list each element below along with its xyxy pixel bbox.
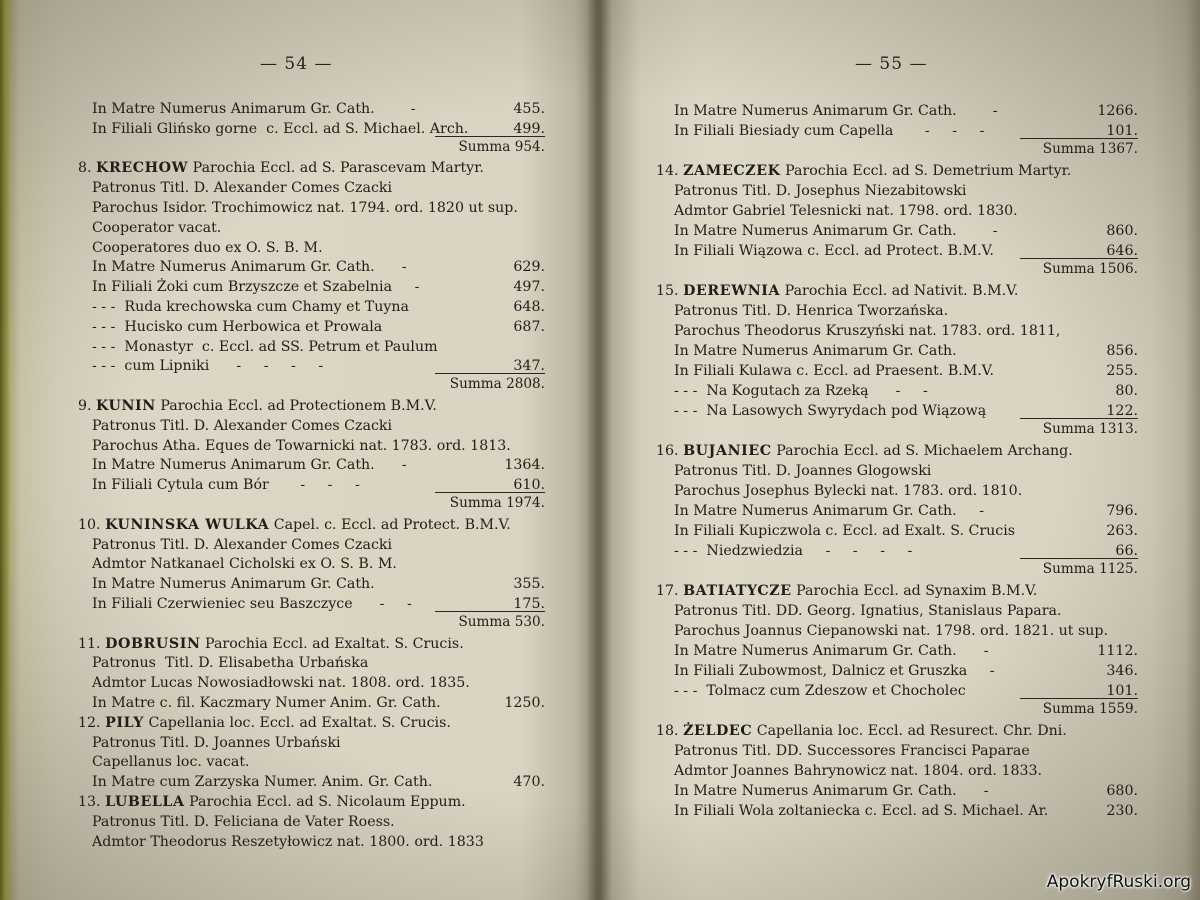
population-value: 346. — [1106, 663, 1138, 679]
entry-line: Capellanus loc. vacat. — [92, 754, 250, 771]
entry-line: - - - cum Lipniki - - - - — [92, 358, 324, 375]
parish-number: 8. — [78, 160, 97, 177]
population-value: 499. — [513, 120, 545, 137]
parish-heading — [656, 723, 1067, 739]
entry-line: Parochus Theodorus Kruszyński nat. 1783. ord. 1811, — [674, 323, 1061, 339]
entry-line: - - - Hucisko cum Herbowica et Prowala — [92, 318, 383, 335]
parish-heading — [78, 715, 451, 731]
parish-heading — [656, 583, 1037, 599]
population-value: 175. — [513, 596, 545, 612]
population-value: 470. — [513, 774, 545, 791]
parish-number: 10. — [78, 516, 106, 533]
summa-rule — [1020, 418, 1138, 419]
population-value: 255. — [1106, 363, 1138, 379]
entry-line: In Matre c. fil. Kaczmary Numer Anim. Gr. Cath. — [92, 695, 441, 711]
entry-line: - - - Na Lasowych Swyrydach pod Wiązową — [674, 403, 987, 419]
population-value: 1266. — [1097, 103, 1138, 119]
parish-name: BUJANIEC — [683, 443, 772, 459]
parish-name: BATIATYCZE — [683, 583, 792, 599]
entry-line: Parochus Isidor. Trochimowicz nat. 1794. ord. 1820 ut sup. — [92, 200, 518, 216]
population-value: 122. — [1106, 403, 1138, 419]
summa-total: Summa 954. — [458, 138, 545, 155]
population-value: 680. — [1106, 783, 1138, 799]
summa-total: Summa 530. — [458, 613, 545, 630]
entry-line: Admtor Theodorus Reszetyłowicz nat. 1800. ord. 1833 — [92, 833, 484, 850]
summa-rule — [435, 373, 545, 374]
population-value: 796. — [1106, 503, 1138, 519]
parish-dedication: Capellania loc. Eccl. ad Resurect. Chr. Dni. — [752, 723, 1067, 739]
parish-dedication: Capel. c. Eccl. ad Protect. B.M.V. — [269, 516, 511, 533]
parish-number: 15. — [656, 283, 684, 299]
entry-line: In Matre Numerus Animarum Gr. Cath. - — [674, 783, 989, 799]
population-value: 347. — [513, 358, 545, 375]
entry-line: Parochus Josephus Bylecki nat. 1783. ord. 1810. — [674, 483, 1023, 499]
parish-name: DOBRUSIN — [105, 635, 201, 652]
entry-line: Patronus Titl. D. Joannes Glogowski — [674, 463, 932, 479]
population-value: 1250. — [504, 695, 545, 711]
entry-line: In Filiali Czerwieniec seu Baszczyce - - — [92, 596, 412, 612]
parish-name: KUNIN — [96, 398, 156, 414]
entry-line: - - - Niedzwiedzia - - - - — [674, 543, 913, 559]
parish-name: DEREWNIA — [683, 283, 781, 299]
entry-line: In Matre Numerus Animarum Gr. Cath. - — [674, 103, 998, 119]
population-value: 497. — [513, 279, 545, 296]
entry-line: - - - Ruda krechowska cum Chamy et Tuyna — [92, 299, 409, 315]
parish-number: 14. — [656, 163, 684, 179]
population-value: 101. — [1106, 683, 1138, 699]
parish-name: LUBELLA — [105, 794, 185, 810]
population-value: 355. — [513, 576, 545, 593]
entry-line: In Filiali Żoki cum Brzyszcze et Szabelnia - — [92, 279, 420, 296]
entry-line: Cooperator vacat. — [92, 219, 222, 236]
entry-line: In Filiali Zubowmost, Dalnicz et Gruszka - — [674, 663, 995, 679]
entry-line: In Filiali Wola zoltaniecka c. Eccl. ad S. Michael. Ar. — [674, 803, 1049, 819]
parish-dedication: Parochia Eccl. ad Nativit. B.M.V. — [780, 283, 1019, 299]
parish-dedication: Parochia Eccl. ad S. Parascevam Martyr. — [188, 160, 484, 177]
population-value: 687. — [513, 318, 545, 335]
population-value: 629. — [513, 259, 545, 276]
entry-line: In Matre Numerus Animarum Gr. Cath. - — [674, 643, 989, 659]
parish-heading — [78, 160, 484, 176]
parish-heading — [78, 794, 466, 810]
parish-heading — [78, 636, 464, 652]
entry-line: Patronus Titl. D. Feliciana de Vater Roess. — [92, 813, 395, 830]
entry-line: In Matre Numerus Animarum Gr. Cath. - — [674, 223, 998, 239]
parish-dedication: Parochia Eccl. ad S. Nicolaum Eppum. — [184, 794, 466, 810]
entry-line: In Matre cum Zarzyska Numer. Anim. Gr. Cath. — [92, 774, 433, 791]
entry-line: Patronus Titl. D. Alexander Comes Czacki — [92, 180, 393, 197]
population-value: 856. — [1106, 343, 1138, 359]
entry-line: Patronus Titl. D. Alexander Comes Czacki — [92, 417, 393, 434]
population-value: 1112. — [1097, 643, 1138, 659]
parish-heading — [656, 283, 1018, 299]
population-value: 1364. — [504, 457, 545, 474]
entry-line: In Matre Numerus Animarum Gr. Cath. — [674, 343, 957, 359]
parish-name: ŻELDEC — [683, 723, 753, 739]
population-value: 860. — [1106, 223, 1138, 239]
population-value: 648. — [513, 299, 545, 315]
summa-rule — [1020, 558, 1138, 559]
entry-line: - - - Na Kogutach za Rzeką - - — [674, 383, 928, 399]
entry-line: - - - Monastyr c. Eccl. ad SS. Petrum et Paulum — [92, 338, 438, 355]
entry-line: Admtor Natkanael Cicholski ex O. S. B. M. — [92, 556, 397, 573]
left-page-number: — 54 — — [260, 54, 333, 74]
summa-total: Summa 1125. — [1042, 561, 1138, 577]
summa-rule — [1020, 258, 1138, 259]
entry-line: In Filiali Biesiady cum Capella - - - — [674, 123, 985, 139]
summa-total: Summa 1506. — [1042, 261, 1138, 277]
entry-line: In Filiali Wiązowa c. Eccl. ad Protect. B.M.V. — [674, 243, 994, 259]
population-value: 80. — [1115, 383, 1138, 399]
summa-total: Summa 1313. — [1042, 421, 1138, 437]
parish-number: 16. — [656, 443, 684, 459]
population-value: 66. — [1115, 543, 1138, 559]
entry-line: Patronus Titl. D. Josephus Niezabitowski — [674, 183, 967, 199]
book-cover-edge — [0, 0, 10, 900]
parish-heading — [656, 163, 1071, 179]
right-page — [610, 0, 1190, 900]
left-page — [10, 0, 590, 900]
parish-heading — [78, 398, 437, 414]
parish-dedication: Parochia Eccl. ad Exaltat. S. Crucis. — [200, 635, 464, 652]
summa-rule — [1020, 138, 1138, 139]
summa-rule — [1020, 698, 1138, 699]
entry-line: In Matre Numerus Animarum Gr. Cath. — [92, 576, 375, 593]
parish-number: 12. — [78, 714, 106, 731]
parish-number: 18. — [656, 723, 684, 739]
population-value: 230. — [1106, 803, 1138, 819]
entry-line: - - - Tolmacz cum Zdeszow et Chocholec — [674, 683, 966, 699]
entry-line: In Matre Numerus Animarum Gr. Cath. - — [674, 503, 985, 519]
summa-total: Summa 1559. — [1042, 701, 1138, 717]
population-value: 646. — [1106, 243, 1138, 259]
parish-number: 17. — [656, 583, 684, 599]
summa-total: Summa 1367. — [1042, 141, 1138, 157]
entry-line: Patronus Titl. D. Joannes Urbański — [92, 734, 341, 751]
parish-dedication: Capellania loc. Eccl. ad Exaltat. S. Crucis. — [143, 714, 451, 731]
summa-rule — [435, 136, 545, 137]
parish-dedication: Parochia Eccl. ad Synaxim B.M.V. — [791, 583, 1038, 599]
parish-heading — [656, 443, 1073, 459]
entry-line: Patronus Titl. DD. Successores Francisci Paparae — [674, 743, 1030, 759]
entry-line: Admtor Gabriel Telesnicki nat. 1798. ord. 1830. — [674, 203, 1018, 219]
parish-number: 13. — [78, 794, 106, 810]
entry-line: In Filiali Kulawa c. Eccl. ad Praesent. B.M.V. — [674, 363, 995, 379]
entry-line: In Matre Numerus Animarum Gr. Cath. - — [92, 101, 416, 117]
entry-line: In Filiali Kupiczwola c. Eccl. ad Exalt. S. Crucis — [674, 523, 1016, 539]
population-value: 263. — [1106, 523, 1138, 539]
entry-line: Parochus Joannus Ciepanowski nat. 1798. ord. 1821. ut sup. — [674, 623, 1109, 639]
entry-line: In Matre Numerus Animarum Gr. Cath. - — [92, 259, 407, 276]
summa-rule — [435, 492, 545, 493]
entry-line: Patronus Titl. D. Alexander Comes Czacki — [92, 536, 393, 553]
summa-total: Summa 2808. — [449, 376, 545, 393]
entry-line: Patronus Titl. D. Elisabetha Urbańska — [92, 655, 369, 672]
entry-line: In Matre Numerus Animarum Gr. Cath. - — [92, 457, 407, 474]
summa-rule — [435, 611, 545, 612]
entry-line: Patronus Titl. DD. Georg. Ignatius, Stanislaus Papara. — [674, 603, 1062, 619]
parish-name: PILY — [105, 714, 144, 731]
parish-heading — [78, 517, 511, 533]
population-value: 610. — [513, 477, 545, 494]
parish-dedication: Parochia Eccl. ad S. Demetrium Martyr. — [780, 163, 1072, 179]
entry-line: Admtor Joannes Bahrynowicz nat. 1804. ord. 1833. — [674, 763, 1043, 779]
parish-name: ZAMECZEK — [683, 163, 781, 179]
right-page-number: — 55 — — [855, 54, 928, 74]
population-value: 101. — [1106, 123, 1138, 139]
entry-line: Parochus Atha. Eques de Towarnicki nat. 1783. ord. 1813. — [92, 437, 511, 454]
parish-name: KUNINSKA WULKA — [105, 516, 270, 533]
parish-number: 9. — [78, 398, 97, 414]
population-value: 455. — [513, 101, 545, 117]
summa-total: Summa 1974. — [449, 495, 545, 511]
parish-number: 11. — [78, 635, 106, 652]
parish-name: KRECHOW — [96, 160, 189, 177]
entry-line: Admtor Lucas Nowosiadłowski nat. 1808. ord. 1835. — [92, 675, 470, 692]
watermark-text: ApokryfRuski.org — [1046, 872, 1191, 892]
entry-line: Cooperatores duo ex O. S. B. M. — [92, 239, 323, 256]
entry-line: In Filiali Cytula cum Bór - - - — [92, 477, 360, 494]
entry-line: Patronus Titl. D. Henrica Tworzańska. — [674, 303, 949, 319]
parish-dedication: Parochia Eccl. ad Protectionem B.M.V. — [155, 398, 437, 414]
parish-dedication: Parochia Eccl. ad S. Michaelem Archang. — [771, 443, 1073, 459]
entry-line: In Filiali Glińsko gorne c. Eccl. ad S. Michael. Arch. — [92, 120, 469, 137]
